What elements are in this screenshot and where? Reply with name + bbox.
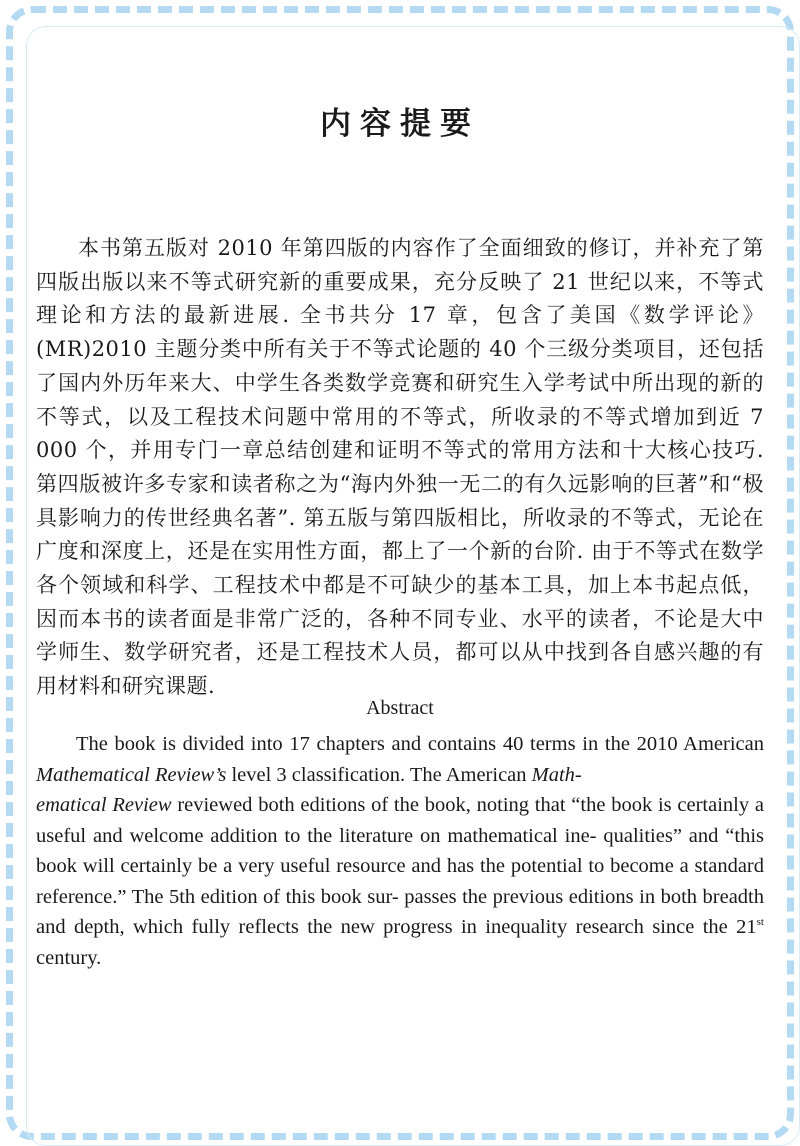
page-title: 内容提要: [320, 106, 480, 142]
journal-name-part-b: ematical Review: [36, 794, 172, 816]
english-abstract-text-2: level 3 classification. The American: [226, 763, 532, 786]
journal-name-possessive: Mathematical Review’s: [36, 763, 227, 786]
ordinal-superscript: st: [756, 916, 764, 928]
abstract-heading: Abstract: [366, 697, 434, 719]
english-abstract-text-3: reviewed both editions of the book, noting that “the book is certainly a useful and welcome addition to the literature on mathematical ine-: [36, 794, 764, 847]
chinese-abstract-paragraph: 本书第五版对 2010 年第四版的内容作了全面细致的修订，并补充了第四版出版以来不等式研究新的重要成果，充分反映了 21 世纪以来，不等式理论和方法的最新进展. 全书共分 17 章，包含了美国《数学评论》(MR)2010 主题分类中所有关于不等式论题的 40 个三级分类项目，还包括了国内外历年来大、中学生各类数学竞赛和研究生入学考试中所出现的新的不等式，以及工程技术问题中常用的不等式，所收录的不等式增加到近 7 000 个，并用专门一章总结创建和证明不等式的常用方法和十大核心技巧. 第四版被许多专家和读者称之为“海内外独一无二的有久远影响的巨著”和“极具影响力的传世经典名著”. 第五版与第四版相比，所收录的不等式，无论在广度和深度上，还是在实用性方面，都上了一个新的台阶. 由于不等式在数学各个领域和科学、工程技术中都是不可缺少的基本工具，加上本书起点低，因而本书的读者面是非常广泛的，各种不同专业、水平的读者，不论是大中学师生、数学研究者，还是工程技术人员，都可以从中找到各自感兴趣的有用材料和研究课题.: [36, 236, 764, 699]
english-abstract-text-3b: qualities” and “this book will certainly be a very useful resource and has the potential to become a standard reference.” The 5th edition of this book sur-: [36, 824, 764, 908]
english-abstract-text-4: century.: [36, 946, 102, 969]
english-abstract-text-3c: passes the previous editions in both breadth and depth, which fully reflects the new progress in inequality research since the 21: [36, 885, 764, 938]
journal-name-part-a: Math-: [531, 763, 582, 786]
english-abstract-paragraph: [36, 729, 764, 973]
english-abstract-text-1: The book is divided into 17 chapters and contains 40 terms in the 2010 American: [76, 733, 764, 755]
